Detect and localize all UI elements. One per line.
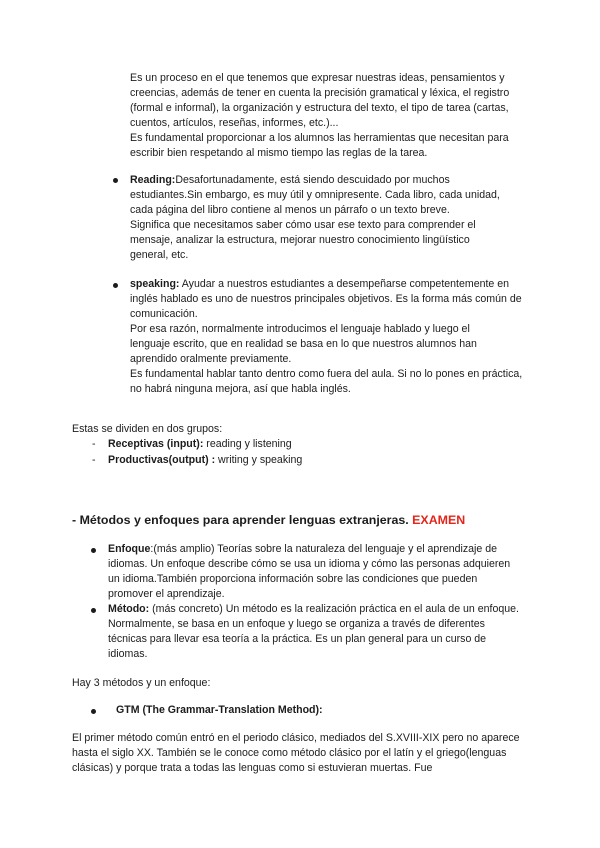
group-text: reading y listening (203, 438, 292, 450)
group-label: Productivas(output) : (108, 454, 216, 466)
methods-intro: Hay 3 métodos y un enfoque: (72, 677, 211, 689)
definition-label: Enfoque (108, 543, 151, 555)
definition-text: :(más amplio) Teorías sobre la naturaleza del lenguaje y el aprendizaje de idiomas. Un enfoque describe cómo se usa un idioma y cómo las personas adquieren un idioma.También proporciona información sobre las condiciones que pueden promover el aprendizaje. (108, 543, 511, 600)
group-item-productivas (108, 453, 508, 468)
speaking-paragraph (130, 277, 535, 322)
reading-paragraph-2: Significa que necesitamos saber cómo usar ese texto para comprender el mensaje, analizar la estructura, mejorar nuestro conocimiento lingüístico general, etc. (130, 219, 476, 261)
gtm-label: GTM (The Grammar-Translation Method): (116, 704, 323, 716)
definition-metodo (108, 602, 523, 662)
dash-marker: - (92, 438, 96, 450)
bullet-icon (113, 283, 118, 288)
definition-label: Método: (108, 603, 150, 615)
bullet-icon (91, 709, 96, 714)
reading-label: Reading: (130, 174, 176, 186)
bullet-icon (91, 548, 96, 553)
dash-marker: - (92, 454, 96, 466)
speaking-paragraph-3: Es fundamental hablar tanto dentro como fuera del aula. Si no lo pones en práctica, no habrá ninguna mejora, así que habla inglés. (130, 368, 523, 395)
section-heading (72, 513, 572, 528)
gtm-paragraph: El primer método común entró en el periodo clásico, mediados del S.XVIII-XIX pero no aparece hasta el siglo XX. También se le conoce como método clásico por el latín y el griego(lenguas clásicas) y porque trata a todas las lenguas como si estuvieran muertas. Fue (72, 732, 520, 774)
definition-text: (más concreto) Un método es la realización práctica en el aula de un enfoque. Normalmente, se basa en un enfoque y luego se organiza a través de diferentes técnicas para llevar esa teoría a la práctica. Es un plan general para un curso de idiomas. (108, 603, 520, 660)
section-title: - Métodos y enfoques para aprender lenguas extranjeras. (72, 513, 409, 527)
writing-paragraph-1: Es un proceso en el que tenemos que expresar nuestras ideas, pensamientos y creencias, además de tener en cuenta la precisión gramatical y léxica, el registro (formal e informal), la organización y estructura del texto, el tipo de tarea (cartas, cuentos, artículos, reseñas, informes, etc.)... (130, 72, 510, 129)
gtm-heading (116, 703, 516, 718)
reading-text: Desafortunadamente, está siendo descuidado por muchos estudiantes.Sin embargo, es muy útil y omnipresente. Cada libro, cada unidad, cada página del libro contiene al menos un párrafo o un texto breve. (130, 174, 500, 216)
group-label: Receptivas (input): (108, 438, 204, 450)
group-item-receptivas (108, 437, 508, 452)
bullet-icon (113, 178, 118, 183)
definition-enfoque (108, 542, 523, 602)
reading-paragraph (130, 173, 510, 218)
speaking-label: speaking: (130, 278, 180, 290)
writing-paragraph-2: Es fundamental proporcionar a los alumnos las herramientas que necesitan para escribir bien respetando al mismo tiempo las reglas de la tarea. (130, 132, 509, 159)
speaking-paragraph-2: Por esa razón, normalmente introducimos el lenguaje hablado y luego el lenguaje escrito, que en realidad se basa en lo que nuestros alumnos han aprendido oralmente previamente. (130, 323, 477, 365)
groups-intro: Estas se dividen en dos grupos: (72, 423, 223, 435)
speaking-text: Ayudar a nuestros estudiantes a desempeñarse competentemente en inglés hablado es uno de nuestros principales objetivos. Es la forma más común de comunicación. (130, 278, 522, 320)
group-text: writing y speaking (215, 454, 303, 466)
bullet-icon (91, 608, 96, 613)
exam-tag: EXAMEN (412, 513, 466, 527)
